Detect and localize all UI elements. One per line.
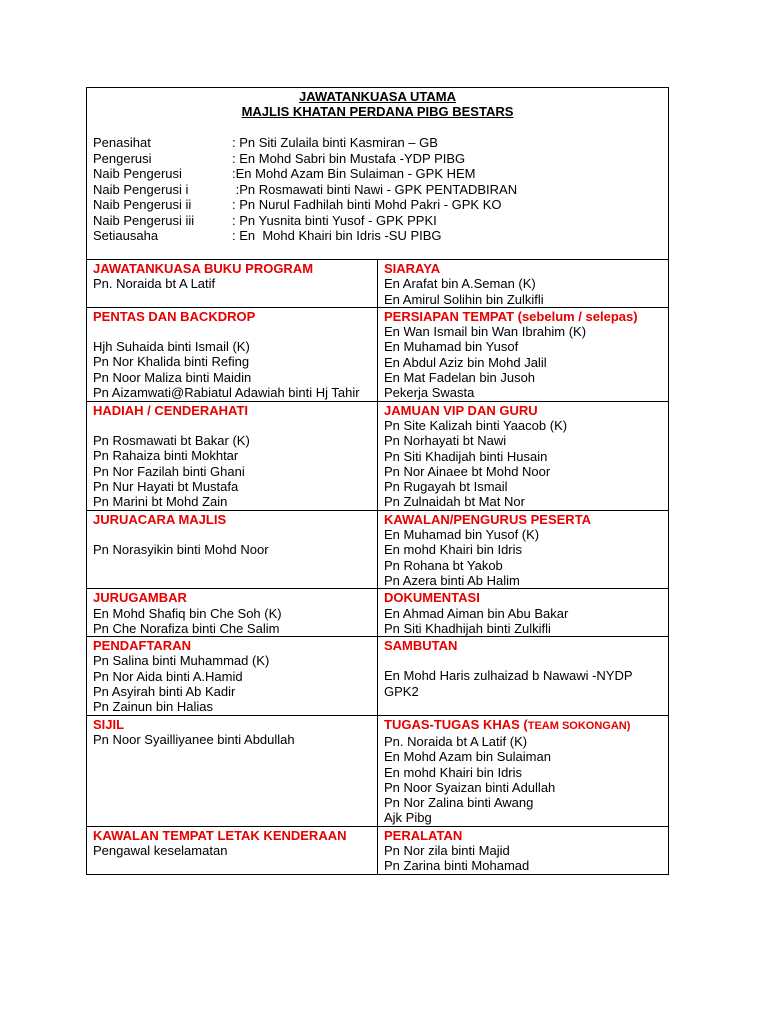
- committee-member: Pn Nor Zalina binti Awang: [384, 795, 534, 811]
- spacer: [93, 527, 371, 542]
- committee-cell: [87, 637, 378, 715]
- committee-title: [93, 261, 371, 276]
- committee-title: [384, 512, 662, 527]
- committee-cell: [378, 401, 669, 510]
- committee-member: Pn Zulnaidah bt Mat Nor: [384, 494, 525, 510]
- committee-cell: [378, 589, 669, 637]
- committee-cell: [87, 510, 378, 588]
- committee-member: Pekerja Swasta: [384, 385, 475, 401]
- role-label: Naib Pengerusi: [93, 166, 182, 181]
- role-row: [93, 197, 662, 213]
- committee-cell: [378, 826, 669, 874]
- committee-member: En Abdul Aziz bin Mohd Jalil: [384, 354, 547, 370]
- committee-member: Pn Marini bt Mohd Zain: [93, 494, 228, 510]
- committee-title-text: JAMUAN VIP DAN GURU: [384, 402, 538, 418]
- committee-member: Pn Zainun bin Halias: [93, 699, 213, 715]
- committee-member: En Arafat bin A.Seman (K): [384, 276, 536, 292]
- committee-row: [87, 715, 669, 826]
- committee-member: En mohd Khairi bin Idris: [384, 764, 523, 780]
- committee-title: [384, 403, 662, 418]
- role-label: Setiausaha: [93, 228, 159, 243]
- role-value: : En Mohd Khairi bin Idris -SU PIBG: [232, 228, 442, 243]
- committee-title: [384, 717, 662, 734]
- committee-title: [93, 309, 371, 324]
- committee-title: [93, 403, 371, 418]
- committee-cell: [87, 401, 378, 510]
- committee-title: [384, 590, 662, 605]
- role-label: Pengerusi: [93, 150, 152, 166]
- committee-row: [87, 401, 669, 510]
- committee-title-text: JURUACARA MAJLIS: [93, 511, 227, 527]
- committee-title-text: KAWALAN TEMPAT LETAK KENDERAAN: [93, 827, 347, 843]
- committee-member: Pn Nor Fazilah binti Ghani: [93, 463, 245, 479]
- document-page: [86, 87, 668, 875]
- role-value: :Pn Rosmawati binti Nawi - GPK PENTADBIRAN: [232, 181, 518, 197]
- role-row: [93, 151, 662, 167]
- spacer: [384, 653, 662, 668]
- committee-member: Pn Nur Hayati bt Mustafa: [93, 478, 239, 494]
- committee-member: Pn Site Kalizah binti Yaacob (K): [384, 417, 568, 433]
- document-title: JAWATANKUASA UTAMA: [299, 89, 456, 104]
- committee-member: Pn Nor zila binti Majid: [384, 842, 510, 858]
- committee-member: Pn Noor Maliza binti Maidin: [93, 369, 252, 385]
- committee-member: Pn Norhayati bt Nawi: [384, 433, 507, 449]
- committee-cell: [378, 637, 669, 715]
- committee-member: Pengawal keselamatan: [93, 842, 228, 858]
- committee-member: Ajk Pibg: [384, 810, 432, 826]
- committee-cell: [87, 715, 378, 826]
- committee-member: En Mohd Azam bin Sulaiman: [384, 749, 551, 765]
- header-row: [87, 88, 669, 260]
- committee-cell: [378, 715, 669, 826]
- role-list: [93, 135, 662, 244]
- committee-member: Hjh Suhaida binti Ismail (K): [93, 339, 250, 355]
- committee-title-text: PENTAS DAN BACKDROP: [93, 308, 256, 324]
- committee-row: [87, 589, 669, 637]
- committee-member: Pn Rahaiza binti Mokhtar: [93, 448, 239, 464]
- committee-title-text: DOKUMENTASI: [384, 590, 480, 606]
- role-value: : Pn Yusnita binti Yusof - GPK PPKI: [232, 212, 437, 228]
- role-row: [93, 135, 662, 151]
- committee-title-text: JURUGAMBAR: [93, 590, 187, 606]
- committee-row: [87, 260, 669, 308]
- committee-member: En Muhamad bin Yusof (K): [384, 527, 540, 543]
- role-row: [93, 213, 662, 229]
- role-value: : En Mohd Sabri bin Mustafa -YDP PIBG: [232, 150, 466, 166]
- committee-member: Pn Zarina binti Mohamad: [384, 858, 530, 874]
- committee-member: En Muhamad bin Yusof: [384, 339, 519, 355]
- committee-member: Pn Siti Khadhijah binti Zulkifli: [384, 620, 551, 636]
- committee-cell: [87, 307, 378, 401]
- committee-title: [93, 638, 371, 653]
- committee-member: Pn Asyirah binti Ab Kadir: [93, 684, 236, 700]
- committee-title: [93, 828, 371, 843]
- committee-row: [87, 826, 669, 874]
- committee-title: [384, 261, 662, 276]
- committee-member: En Wan Ismail bin Wan Ibrahim (K): [384, 324, 587, 340]
- committee-member: Pn. Noraida bt A Latif (K): [384, 733, 528, 749]
- committee-title-text: SIARAYA: [384, 261, 441, 276]
- committee-member: Pn Rosmawati bt Bakar (K): [93, 432, 250, 448]
- committee-title: [384, 638, 662, 653]
- role-label: Naib Pengerusi ii: [93, 197, 192, 212]
- committee-member: Pn Noor Syailliyanee binti Abdullah: [93, 731, 295, 747]
- committee-title: [93, 590, 371, 605]
- committee-member: Pn Noor Syaizan binti Adullah: [384, 779, 556, 795]
- committee-member: Pn Nor Ainaee bt Mohd Noor: [384, 463, 551, 479]
- committee-member: Pn Nor Khalida binti Refing: [93, 354, 250, 370]
- role-value: :En Mohd Azam Bin Sulaiman - GPK HEM: [232, 166, 476, 181]
- committee-member: Pn Rohana bt Yakob: [384, 557, 503, 573]
- committee-title-text: TUGAS-TUGAS KHAS (: [384, 716, 528, 732]
- committee-member: Pn Norasyikin binti Mohd Noor: [93, 542, 269, 558]
- role-value: : Pn Siti Zulaila binti Kasmiran – GB: [232, 135, 438, 150]
- spacer: [93, 324, 371, 339]
- committee-title-note: TEAM SOKONGAN): [527, 719, 631, 732]
- role-label: Penasihat: [93, 135, 151, 150]
- committee-table: [86, 87, 669, 875]
- committee-title-text: HADIAH / CENDERAHATI: [93, 402, 249, 418]
- committee-member: En Mat Fadelan bin Jusoh: [384, 370, 536, 386]
- committee-row: [87, 510, 669, 588]
- committee-member: En Mohd Haris zulhaizad b Nawawi -NYDP GPK2: [384, 668, 633, 699]
- committee-title: [93, 717, 371, 732]
- document-subtitle: MAJLIS KHATAN PERDANA PIBG BESTARS: [241, 104, 514, 119]
- committee-title: [93, 512, 371, 527]
- role-value: : Pn Nurul Fadhilah binti Mohd Pakri - GPK KO: [232, 197, 502, 212]
- committee-title: [384, 309, 662, 324]
- committee-row: [87, 307, 669, 401]
- committee-cell: [87, 260, 378, 308]
- committee-member: Pn Siti Khadijah binti Husain: [384, 448, 548, 464]
- committee-member: En Ahmad Aiman bin Abu Bakar: [384, 605, 569, 621]
- committee-cell: [378, 260, 669, 308]
- committee-title-text: SAMBUTAN: [384, 638, 458, 654]
- committee-member: Pn Aizamwati@Rabiatul Adawiah binti Hj Tahir: [93, 385, 360, 401]
- committee-title-text: PERSIAPAN TEMPAT (sebelum / selepas): [384, 308, 638, 324]
- committee-member: Pn Che Norafiza binti Che Salim: [93, 620, 280, 636]
- committee-title-text: PENDAFTARAN: [93, 638, 191, 654]
- committee-member: Pn Rugayah bt Ismail: [384, 479, 508, 495]
- committee-cell: [378, 510, 669, 588]
- role-label: Naib Pengerusi i: [93, 181, 189, 197]
- role-row: [93, 228, 662, 244]
- main-committee-cell: [87, 88, 669, 260]
- committee-title-text: KAWALAN/PENGURUS PESERTA: [384, 511, 592, 527]
- committee-member: Pn. Noraida bt A Latif: [93, 276, 216, 292]
- spacer: [93, 418, 371, 433]
- role-row: [93, 166, 662, 182]
- committee-cell: [87, 589, 378, 637]
- committee-title: [384, 828, 662, 843]
- committee-cell: [87, 826, 378, 874]
- committee-member: Pn Nor Aida binti A.Hamid: [93, 668, 243, 684]
- committee-member: Pn Salina binti Muhammad (K): [93, 653, 270, 669]
- committee-title-text: JAWATANKUASA BUKU PROGRAM: [93, 261, 314, 276]
- committee-cell: [378, 307, 669, 401]
- committee-member: En Amirul Solihin bin Zulkifli: [384, 291, 544, 307]
- committee-member: En Mohd Shafiq bin Che Soh (K): [93, 605, 282, 621]
- committee-member: En mohd Khairi bin Idris: [384, 542, 523, 558]
- role-row: [93, 182, 662, 198]
- committee-member: Pn Azera binti Ab Halim: [384, 572, 520, 588]
- committee-title-text: SIJIL: [93, 716, 125, 732]
- role-label: Naib Pengerusi iii: [93, 212, 195, 228]
- committee-title-text: PERALATAN: [384, 827, 463, 843]
- committee-row: [87, 637, 669, 715]
